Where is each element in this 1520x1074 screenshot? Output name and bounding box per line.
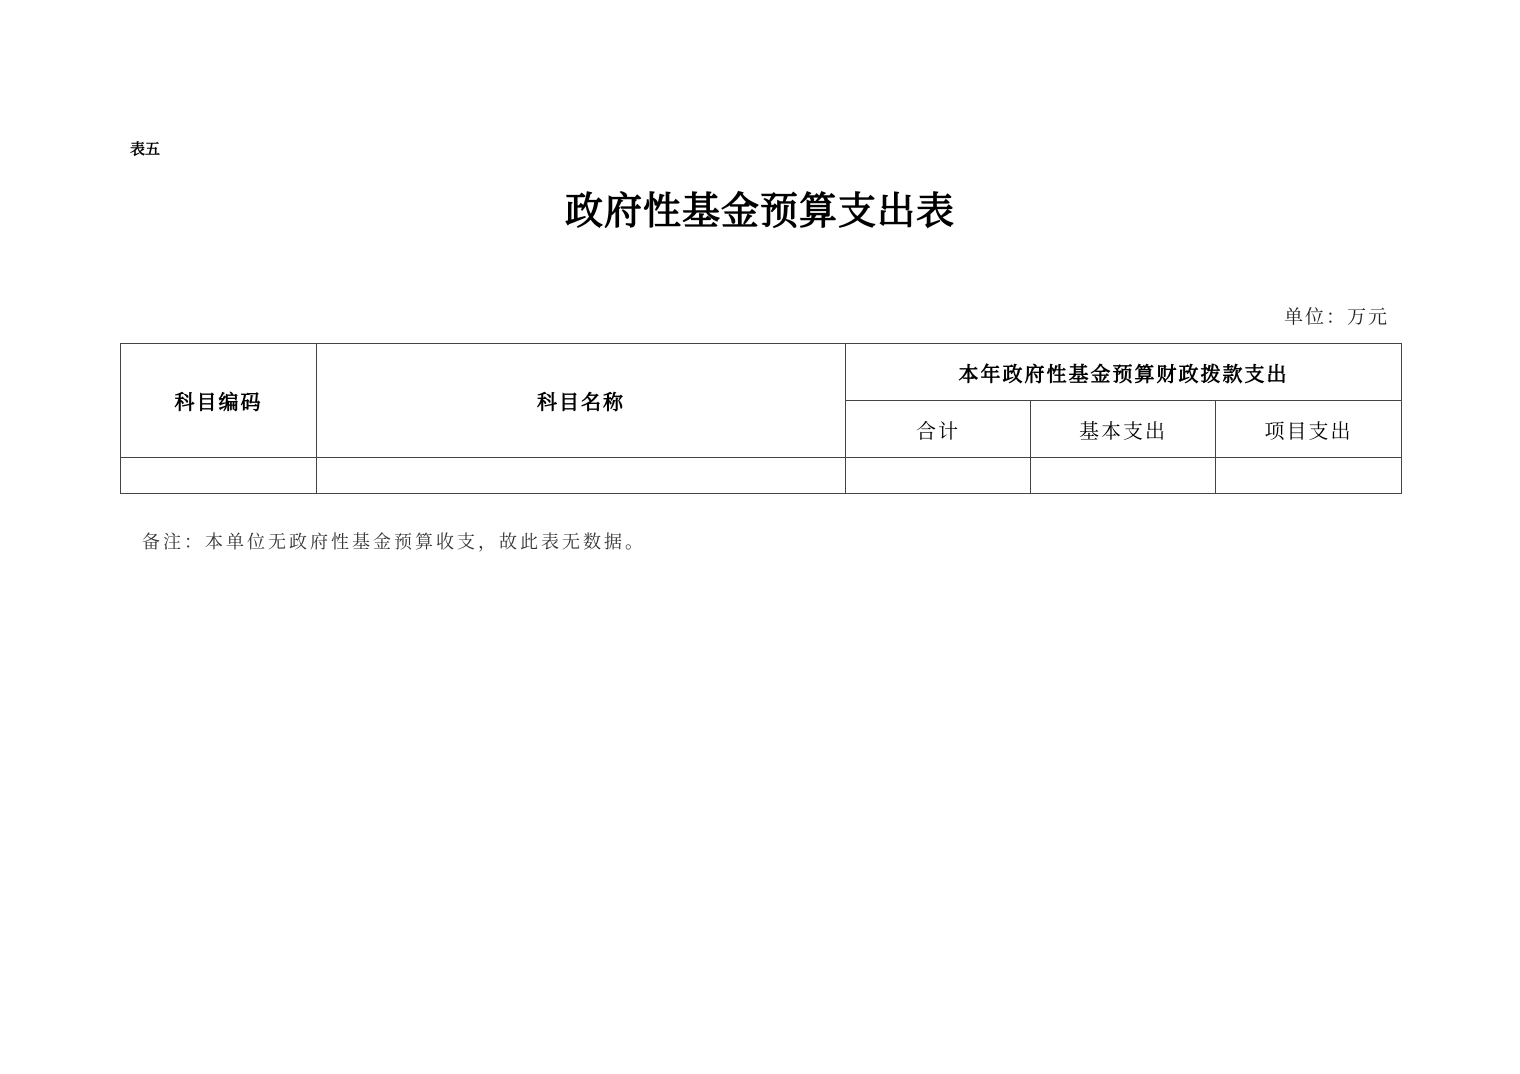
remark-note: 备注：本单位无政府性基金预算收支，故此表无数据。 xyxy=(142,532,646,553)
cell-code xyxy=(121,458,317,494)
cell-total xyxy=(846,458,1031,494)
header-project-expenditure: 项目支出 xyxy=(1216,401,1402,458)
header-subject-name: 科目名称 xyxy=(317,344,846,458)
unit-label: 单位：万元 xyxy=(1283,306,1389,328)
cell-name xyxy=(317,458,846,494)
header-subject-code: 科目编码 xyxy=(121,344,317,458)
cell-basic xyxy=(1031,458,1216,494)
header-total: 合计 xyxy=(846,401,1031,458)
header-basic-expenditure: 基本支出 xyxy=(1031,401,1216,458)
cell-project xyxy=(1216,458,1402,494)
table-number-label: 表五 xyxy=(130,140,161,158)
table-row xyxy=(121,458,1402,494)
budget-table xyxy=(120,343,1402,494)
header-row-top xyxy=(121,344,1402,401)
header-appropriation-group: 本年政府性基金预算财政拨款支出 xyxy=(846,344,1402,401)
document-title: 政府性基金预算支出表 xyxy=(564,188,955,233)
